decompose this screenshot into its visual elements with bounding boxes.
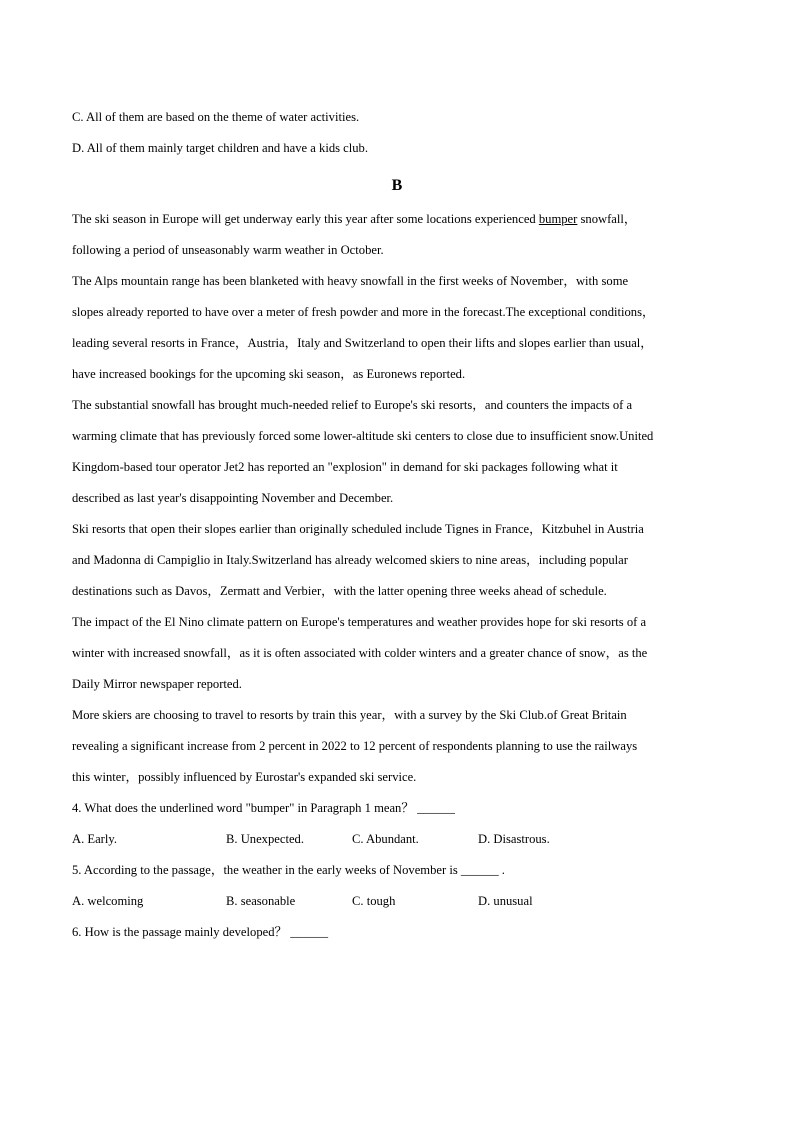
question-4: 4. What does the underlined word "bumper" in Paragraph 1 mean？ ______ [72,801,455,815]
passage-paragraph-1-line-1 [72,204,722,235]
passage-paragraph-3-line-3: Kingdom-based tour operator Jet2 has reported an "explosion" in demand for ski packages following what it [72,460,618,474]
option-b: B. seasonable [226,894,296,908]
passage-paragraph-6-line-3: this winter，possibly influenced by Eurostar's expanded ski service. [72,770,417,784]
passage-paragraph-2-line-1: The Alps mountain range has been blanketed with heavy snowfall in the first weeks of November，with some [72,274,629,288]
option-c: C. tough [352,894,396,908]
passage-paragraph-2-line-3: leading several resorts in France，Austria，Italy and Switzerland to open their lifts and slopes earlier than usual， [72,336,653,350]
passage-paragraph-3-line-1: The substantial snowfall has brought much-needed relief to Europe's ski resorts，and counters the impacts of a [72,398,633,412]
section-heading: B [391,177,403,194]
question-5-options [72,886,722,917]
passage-paragraph-1-line-2: following a period of unseasonably warm weather in October. [72,243,384,257]
passage-text: snowfall， [577,212,637,226]
question-6: 6. How is the passage mainly developed？ ______ [72,925,329,939]
passage-paragraph-5-line-3: Daily Mirror newspaper reported. [72,677,242,691]
option-c-previous: C. All of them are based on the theme of water activities. [72,110,360,124]
option-d: D. unusual [478,894,533,908]
passage-paragraph-5-line-1: The impact of the El Nino climate pattern on Europe's temperatures and weather provides hope for ski resorts of a [72,615,647,629]
option-c: C. Abundant. [352,832,419,846]
passage-paragraph-6-line-1: More skiers are choosing to travel to resorts by train this year，with a survey by the Ski Club.of Great Britain [72,708,627,722]
option-a: A. Early. [72,832,117,846]
passage-paragraph-2-line-4: have increased bookings for the upcoming ski season，as Euronews reported. [72,367,466,381]
document-page [72,102,722,948]
option-d-previous: D. All of them mainly target children and have a kids club. [72,141,368,155]
passage-paragraph-6-line-2: revealing a significant increase from 2 percent in 2022 to 12 percent of respondents planning to use the railways [72,739,638,753]
passage-paragraph-4-line-2: and Madonna di Campiglio in Italy.Switzerland has already welcomed skiers to nine areas，including popular [72,553,628,567]
passage-paragraph-4-line-3: destinations such as Davos，Zermatt and Verbier，with the latter opening three weeks ahead of schedule. [72,584,607,598]
underlined-word: bumper [538,212,578,226]
passage-paragraph-3-line-4: described as last year's disappointing November and December. [72,491,394,505]
passage-paragraph-2-line-2: slopes already reported to have over a meter of fresh powder and more in the forecast.The exceptional conditions， [72,305,655,319]
passage-paragraph-5-line-2: winter with increased snowfall，as it is often associated with colder winters and a greater chance of snow，as the [72,646,648,660]
question-4-options [72,824,722,855]
passage-paragraph-4-line-1: Ski resorts that open their slopes earlier than originally scheduled include Tignes in France，Kitzbuhel in Austria [72,522,644,536]
option-b: B. Unexpected. [226,832,304,846]
option-a: A. welcoming [72,894,144,908]
passage-paragraph-3-line-2: warming climate that has previously forced some lower-altitude ski centers to close due to insufficient snow.United [72,429,654,443]
passage-text: The ski season in Europe will get underway early this year after some locations experienced [72,212,539,226]
question-5: 5. According to the passage，the weather in the early weeks of November is ______ . [72,863,505,877]
option-d: D. Disastrous. [478,832,550,846]
